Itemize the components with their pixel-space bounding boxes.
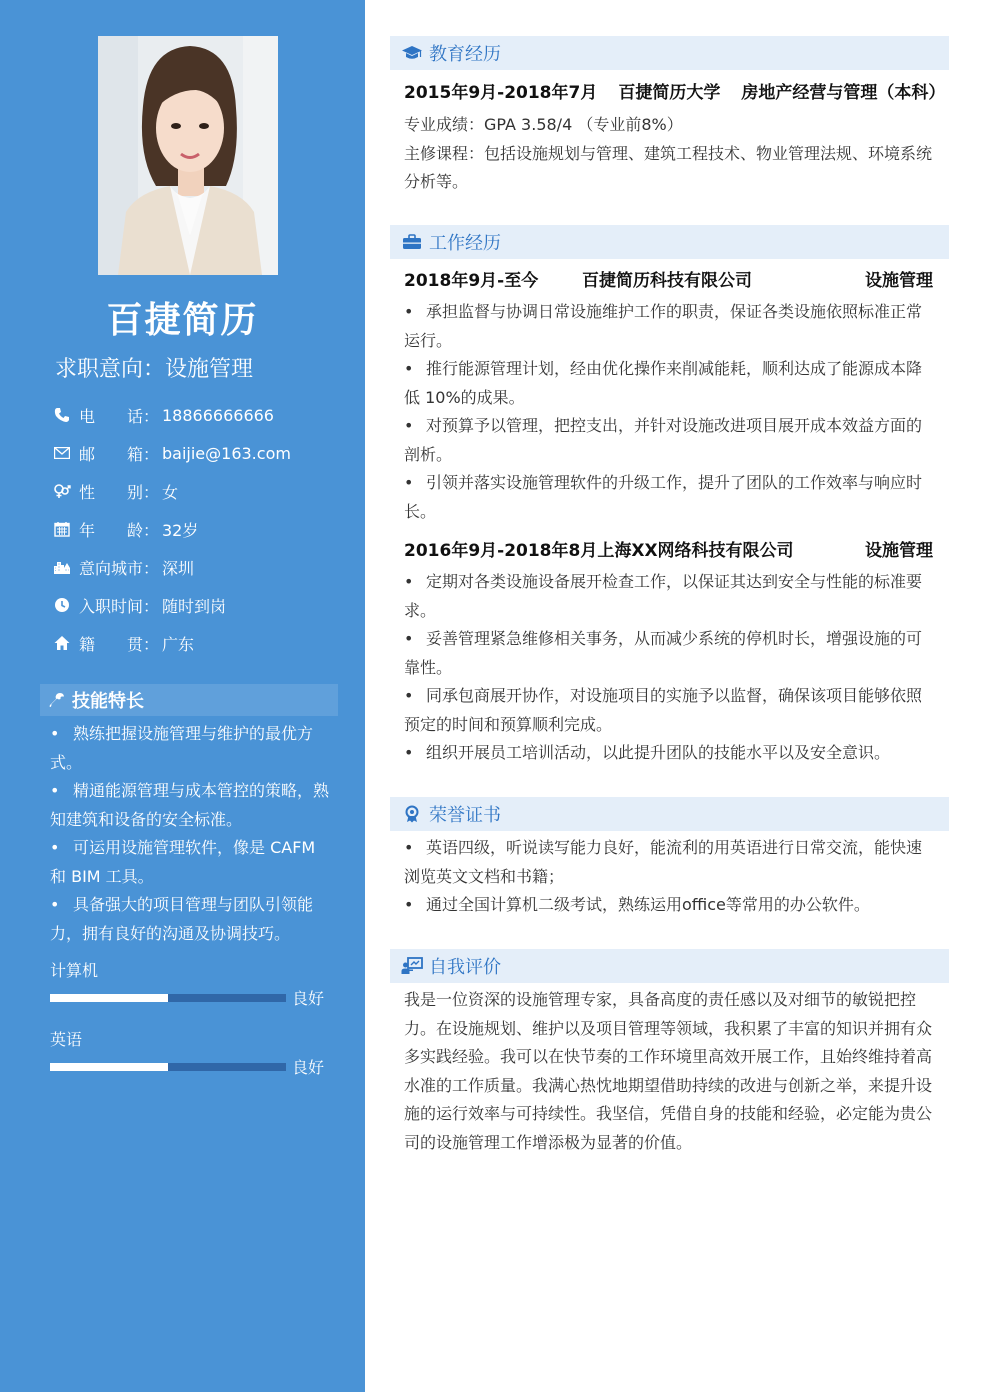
education-details [404,111,934,197]
skills-header [40,684,338,716]
bar-label-english: 英语 [50,1030,83,1049]
gender-icon [52,481,72,501]
info-hometown [52,631,194,655]
duty-text: 引领并落实设施管理软件的升级工作，提升了团队的工作效率与响应时长。 [404,473,923,521]
info-gender [52,479,178,503]
calendar-icon [52,519,72,539]
list-item [50,720,332,777]
mail-icon [52,443,72,463]
job-period: 2018年9月-至今 [404,271,539,291]
duty-text: 妥善管理紧急维修相关事务，从而减少系统的停机时长，增强设施的可靠性。 [404,629,923,677]
list-item [50,834,332,891]
education-header [390,36,949,70]
bullet: • [404,416,414,435]
briefcase-icon [400,231,424,253]
skill-text: 精通能源管理与成本管控的策略，熟知建筑和设备的安全标准。 [50,781,330,829]
job-duties-list [404,568,934,768]
info-value: 深圳 [162,558,195,578]
honor-text: 通过全国计算机二级考试，熟练运用office等常用的办公软件。 [426,895,870,914]
job-period: 2016年9月-2018年8月 [404,541,598,561]
job-company: 百捷简历科技有限公司 [582,271,752,291]
list-item [50,891,332,948]
skills-list [50,720,332,948]
info-label: 意向城市： [79,558,160,578]
job-company: 上海XX网络科技有限公司 [597,541,794,561]
info-label: 性 别： [79,482,160,502]
honors-title: 荣誉证书 [429,805,501,826]
bar-level-english: 良好 [292,1058,325,1077]
skill-text: 具备强大的项目管理与团队引领能力，拥有良好的沟通及协调技巧。 [50,895,314,943]
info-label: 年 龄： [79,520,160,540]
info-label: 电 话： [79,406,160,426]
presenter-icon [400,955,424,977]
bullet: • [404,302,414,321]
job-entry-head [404,536,935,561]
bar-level-computer: 良好 [292,989,325,1008]
duty-text: 同承包商展开协作，对设施项目的实施予以监督，确保该项目能够依照预定的时间和预算顺利完成。 [404,686,923,734]
progress-fill [50,994,168,1002]
wrench-icon [46,689,68,711]
honors-list [404,834,934,920]
list-item [404,891,934,920]
graduation-cap-icon [400,42,424,64]
duty-text: 承担监督与协调日常设施维护工作的职责，保证各类设施依照标准正常运行。 [404,302,923,350]
info-label: 入职时间： [79,596,160,616]
info-age [52,517,198,541]
education-courses: 主修课程：包括设施规划与管理、建筑工程技术、物业管理法规、环境系统分析等。 [404,143,933,191]
bullet: • [404,629,414,648]
duty-text: 推行能源管理计划，经由优化操作来削减能耗，顺利达成了能源成本降低 10%的成果。 [404,359,923,407]
list-item [404,625,934,682]
list-item [404,682,934,739]
job-duties-list [404,298,934,526]
info-city [52,555,194,579]
bar-label-computer: 计算机 [50,961,99,980]
education-period: 2015年9月-2018年7月 [404,83,598,103]
education-title: 教育经历 [429,44,501,65]
education-school: 百捷简历大学 [618,83,721,103]
info-label: 籍 贯： [79,634,160,654]
honors-header [390,797,949,831]
list-item [404,469,934,526]
list-item [404,355,934,412]
progress-bar-computer [50,994,286,1002]
education-major: 房地产经营与管理（本科） [741,83,946,103]
progress-bar-english [50,1063,286,1071]
work-title: 工作经历 [429,233,501,254]
job-role: 设施管理 [865,541,933,561]
info-start [52,593,226,617]
job-intent: 求职意向：设施管理 [55,357,254,382]
job-entry-head [404,266,935,291]
skill-text: 熟练把握设施管理与维护的最优方式。 [50,724,314,772]
sidebar [0,0,365,1392]
list-item [404,739,934,768]
info-value: 随时到岗 [162,596,227,616]
list-item [404,568,934,625]
bullet: • [50,895,60,914]
self-eval-text: 我是一位资深的设施管理专家，具备高度的责任感以及对细节的敏锐把控力。在设施规划、维护以及项目管理等领域，我积累了丰富的知识并拥有众多实践经验。我可以在快节奏的工作环境里高效开展工作，且始终维持着高水准的工作质量。我满心热忱地期望借助持续的改进与创新之举，来提升设施的运行效率与可持续性。我坚信，凭借自身的技能和经验，必定能为贵公司的设施管理工作增添极为显著的价值。 [404,990,933,1152]
duty-text: 定期对各类设施设备展开检查工作，以保证其达到安全与性能的标准要求。 [404,572,923,620]
bullet: • [50,724,60,743]
profile-photo [98,36,278,275]
city-icon [52,557,72,577]
bullet: • [404,473,414,492]
info-value: 女 [162,482,179,502]
progress-fill [50,1063,168,1071]
info-value: 18866666666 [162,405,274,425]
bullet: • [404,359,414,378]
list-item [404,412,934,469]
list-item [404,834,934,891]
bullet: • [404,895,414,914]
award-icon [400,803,424,825]
bullet: • [50,781,60,800]
list-item [404,298,934,355]
bullet: • [404,743,414,762]
duty-text: 组织开展员工培训活动，以此提升团队的技能水平以及安全意识。 [426,743,891,762]
education-entry-head [404,78,945,103]
info-email [52,441,291,465]
honor-text: 英语四级，听说读写能力良好，能流利的用英语进行日常交流，能快速浏览英文文档和书籍； [404,838,923,886]
skill-text: 可运用设施管理软件，像是 CAFM 和 BIM 工具。 [50,838,316,886]
job-role: 设施管理 [865,271,933,291]
info-value: 32岁 [162,520,199,540]
education-gpa: 专业成绩：GPA 3.58/4 （专业前8%） [404,115,683,134]
bullet: • [404,838,414,857]
phone-icon [52,405,72,425]
skills-title: 技能特长 [72,691,144,712]
info-value: baijie@163.com [162,443,291,463]
clock-icon [52,595,72,615]
candidate-name: 百捷简历 [106,300,259,341]
info-phone [52,403,274,427]
info-value: 广东 [162,634,195,654]
work-header [390,225,949,259]
bullet: • [404,572,414,591]
list-item [50,777,332,834]
info-label: 邮 箱： [79,444,160,464]
home-icon [52,633,72,653]
self-eval-header [390,949,949,983]
duty-text: 对预算予以管理，把控支出，并针对设施改进项目展开成本效益方面的剖析。 [404,416,923,464]
self-eval-title: 自我评价 [429,957,501,978]
bullet: • [404,686,414,705]
bullet: • [50,838,60,857]
